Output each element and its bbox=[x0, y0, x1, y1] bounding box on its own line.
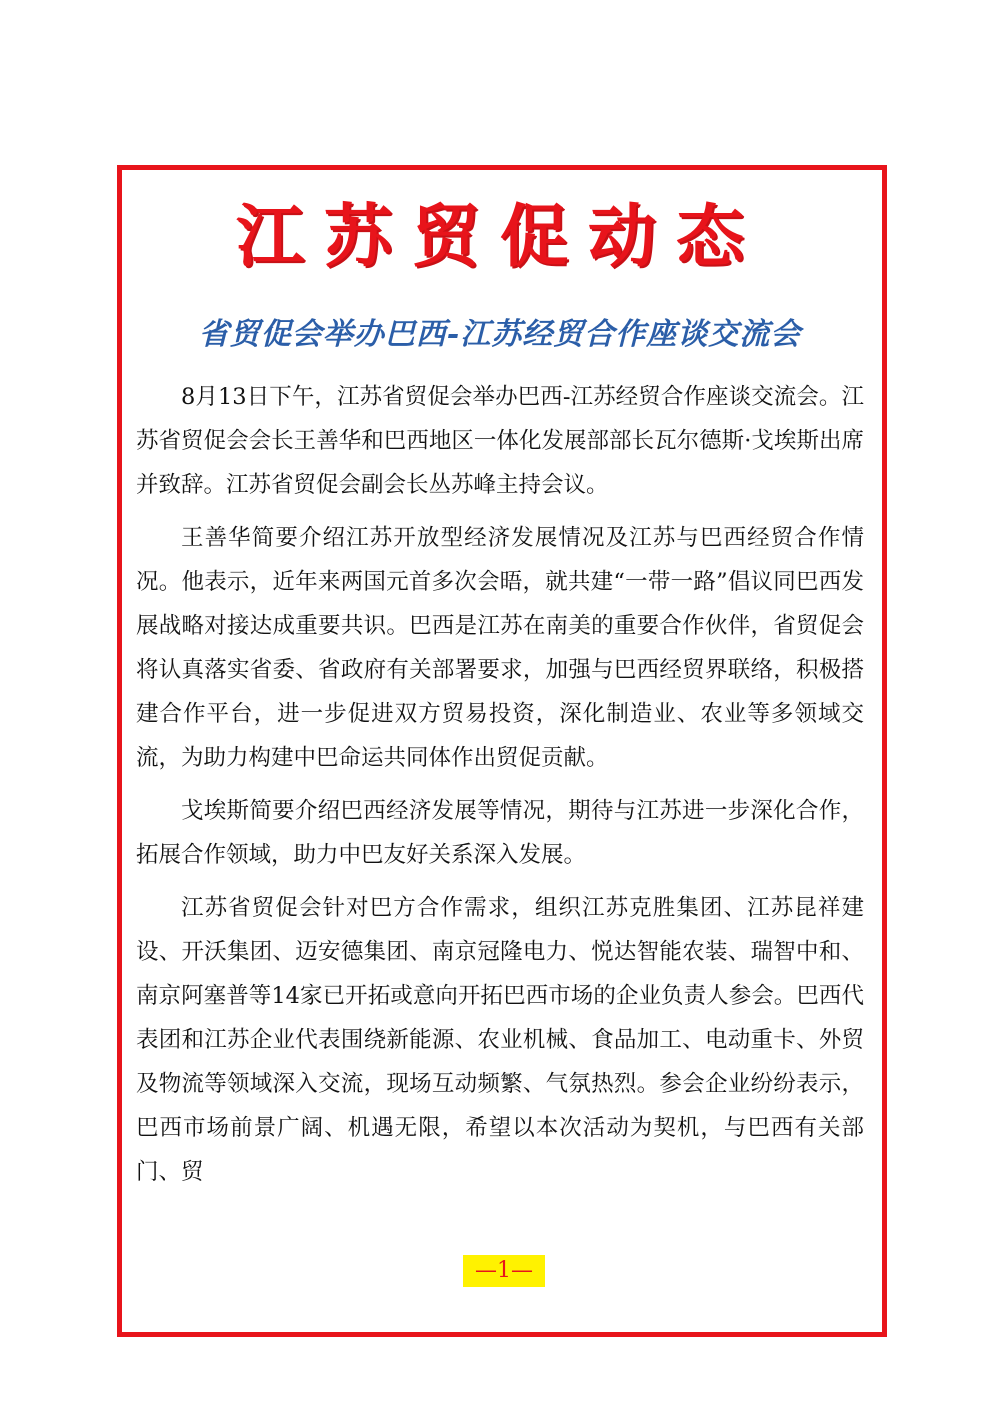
article-paragraph: 8月13日下午，江苏省贸促会举办巴西-江苏经贸合作座谈交流会。江苏省贸促会会长王善华和巴西地区一体化发展部部长瓦尔德斯·戈埃斯出席并致辞。江苏省贸促会副会长丛苏峰主持会议。 bbox=[136, 384, 864, 498]
masthead-title: 江苏贸促动态 bbox=[235, 197, 764, 277]
article-body bbox=[136, 375, 864, 1203]
article-paragraph: 戈埃斯简要介绍巴西经济发展等情况，期待与江苏进一步深化合作，拓展合作领域，助力中巴友好关系深入发展。 bbox=[136, 798, 864, 868]
article-paragraph: 王善华简要介绍江苏开放型经济发展情况及江苏与巴西经贸合作情况。他表示，近年来两国元首多次会晤，就共建“一带一路”倡议同巴西发展战略对接达成重要共识。巴西是江苏在南美的重要合作伙伴，省贸促会将认真落实省委、省政府有关部署要求，加强与巴西经贸界联络，积极搭建合作平台，进一步促进双方贸易投资，深化制造业、农业等多领域交流，为助力构建中巴命运共同体作出贸促贡献。 bbox=[136, 525, 864, 771]
page-number: —1— bbox=[463, 1255, 545, 1287]
article-paragraph: 江苏省贸促会针对巴方合作需求，组织江苏克胜集团、江苏昆祥建设、开沃集团、迈安德集团、南京冠隆电力、悦达智能农装、瑞智中和、南京阿塞普等14家已开拓或意向开拓巴西市场的企业负责人参会。巴西代表团和江苏企业代表围绕新能源、农业机械、食品加工、电动重卡、外贸及物流等领域深入交流，现场互动频繁、气氛热烈。参会企业纷纷表示，巴西市场前景广阔、机遇无限，希望以本次活动为契机，与巴西有关部门、贸 bbox=[136, 895, 864, 1185]
article-headline: 省贸促会举办巴西-江苏经贸合作座谈交流会 bbox=[198, 317, 802, 352]
